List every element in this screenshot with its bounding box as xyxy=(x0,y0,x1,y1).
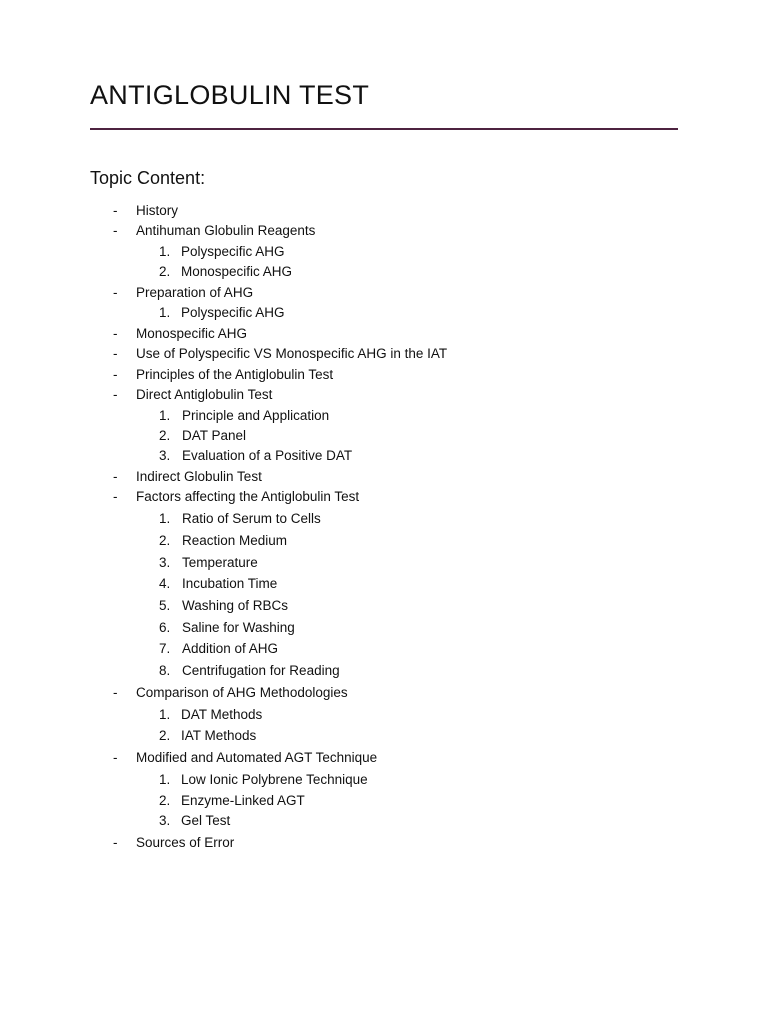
item-number: 3. xyxy=(159,555,171,570)
list-item-text: History xyxy=(136,203,179,218)
item-number: 8. xyxy=(159,663,171,678)
item-number: 7. xyxy=(159,641,171,656)
item-number: 1. xyxy=(159,707,171,722)
subitem-text: Polyspecific AHG xyxy=(181,305,285,320)
subitem-text: Addition of AHG xyxy=(182,641,279,656)
item-number: 1. xyxy=(159,305,171,320)
subitem-text: Reaction Medium xyxy=(182,533,288,548)
subitem-text: Gel Test xyxy=(181,813,231,828)
item-number: 2. xyxy=(159,793,171,808)
list-item-text: Sources of Error xyxy=(136,835,235,850)
list-item-text: Comparison of AHG Methodologies xyxy=(136,685,348,700)
item-number: 5. xyxy=(159,598,171,613)
list-item-text: Indirect Globulin Test xyxy=(136,469,262,484)
item-number: 2. xyxy=(159,728,171,743)
bullet-marker: - xyxy=(113,387,118,402)
item-number: 1. xyxy=(159,408,171,423)
bullet-marker: - xyxy=(113,685,118,700)
title-divider xyxy=(90,128,678,130)
subitem-text: Ratio of Serum to Cells xyxy=(182,511,321,526)
item-number: 6. xyxy=(159,620,171,635)
subitem-text: Centrifugation for Reading xyxy=(182,663,340,678)
list-item-text: Principles of the Antiglobulin Test xyxy=(136,367,334,382)
subitem-text: Monospecific AHG xyxy=(181,264,293,279)
item-number: 3. xyxy=(159,813,171,828)
subitem-text: Enzyme-Linked AGT xyxy=(181,793,305,808)
bullet-marker: - xyxy=(113,367,118,382)
bullet-marker: - xyxy=(113,203,118,218)
list-item-text: Direct Antiglobulin Test xyxy=(136,387,273,402)
subitem-text: Washing of RBCs xyxy=(182,598,289,613)
subitem-text: Low Ionic Polybrene Technique xyxy=(181,772,368,787)
subitem-text: Evaluation of a Positive DAT xyxy=(182,448,353,463)
subitem-text: Incubation Time xyxy=(182,576,278,591)
bullet-marker: - xyxy=(113,489,118,504)
subitem-text: Saline for Washing xyxy=(182,620,295,635)
list-item-text: Factors affecting the Antiglobulin Test xyxy=(136,489,360,504)
page-title: ANTIGLOBULIN TEST xyxy=(90,80,370,110)
item-number: 2. xyxy=(159,533,171,548)
bullet-marker: - xyxy=(113,326,118,341)
subitem-text: IAT Methods xyxy=(181,728,257,743)
item-number: 3. xyxy=(159,448,171,463)
subitem-text: DAT Panel xyxy=(182,428,247,443)
list-item-text: Antihuman Globulin Reagents xyxy=(136,223,316,238)
item-number: 1. xyxy=(159,244,171,259)
bullet-marker: - xyxy=(113,223,118,238)
bullet-marker: - xyxy=(113,285,118,300)
bullet-marker: - xyxy=(113,835,118,850)
bullet-marker: - xyxy=(113,346,118,361)
bullet-marker: - xyxy=(113,469,118,484)
item-number: 1. xyxy=(159,772,171,787)
list-item-text: Monospecific AHG xyxy=(136,326,248,341)
item-number: 4. xyxy=(159,576,171,591)
list-item-text: Use of Polyspecific VS Monospecific AHG in the IAT xyxy=(136,346,448,361)
list-item-text: Modified and Automated AGT Technique xyxy=(136,750,378,765)
item-number: 1. xyxy=(159,511,171,526)
item-number: 2. xyxy=(159,264,171,279)
subitem-text: Temperature xyxy=(182,555,258,570)
subitem-text: Polyspecific AHG xyxy=(181,244,285,259)
section-heading: Topic Content: xyxy=(90,168,206,188)
bullet-marker: - xyxy=(113,750,118,765)
list-item-text: Preparation of AHG xyxy=(136,285,254,300)
item-number: 2. xyxy=(159,428,171,443)
subitem-text: DAT Methods xyxy=(181,707,263,722)
subitem-text: Principle and Application xyxy=(182,408,330,423)
